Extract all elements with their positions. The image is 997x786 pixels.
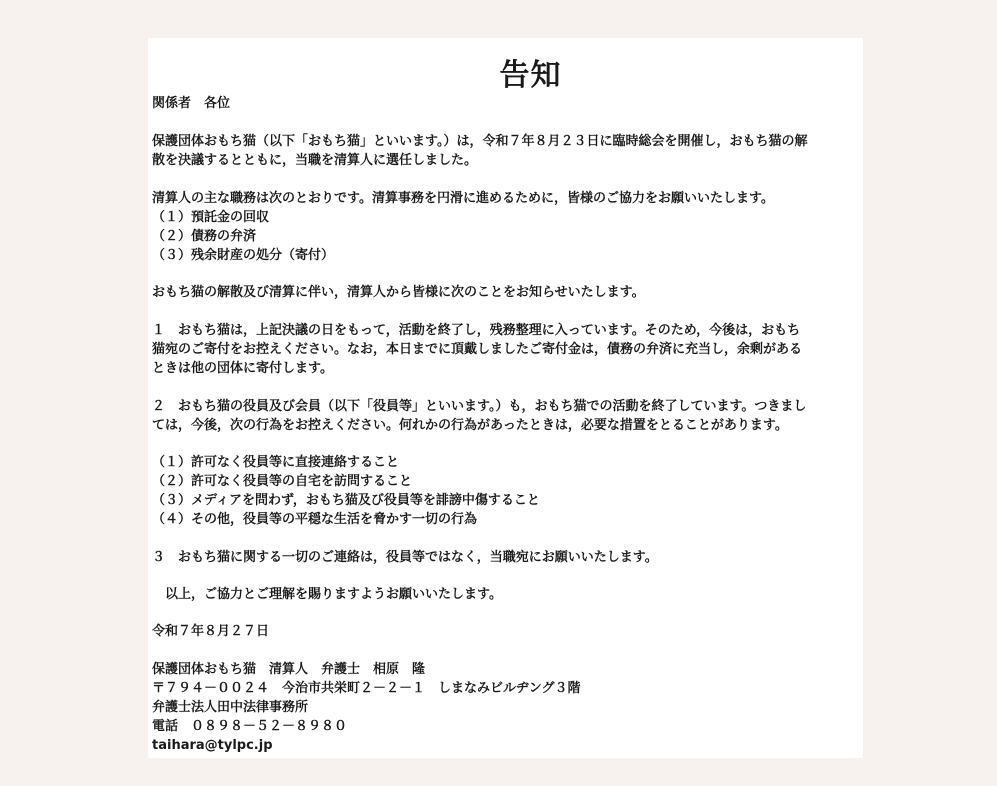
notice-date: 令和７年８月２７日	[152, 624, 270, 639]
signature-email: taihara@tylpc.jp	[152, 738, 273, 753]
item1-line-3: ときは他の団体に寄付します。	[152, 361, 333, 376]
prohibited-item-4: （４）その他，役員等の平穏な生活を脅かす一切の行為	[152, 512, 478, 527]
announce-line: おもち猫の解散及び清算に伴い，清算人から皆様に次のことをお知らせいたします。	[152, 285, 645, 300]
duties-intro: 清算人の主な職務は次のとおりです。清算事務を円滑に進めるために，皆様のご協力をお願いいたします。	[152, 191, 774, 206]
signature-address: 〒７９４－００２４ 今治市共栄町２－２－１ しまなみビルヂング３階	[152, 681, 581, 696]
signature-phone: 電話 ０８９８－５２－８９８０	[152, 719, 348, 734]
prohibited-item-2: （２）許可なく役員等の自宅を訪問すること	[152, 474, 413, 489]
addressee: 関係者 各位	[152, 96, 231, 111]
item2-line-2: ては，今後，次の行為をお控えください。何れかの行為があったときは，必要な措置をとることがあります。	[152, 418, 788, 433]
notice-document	[148, 38, 863, 758]
duty-item-3: （３）残余財産の処分（寄付）	[152, 248, 335, 263]
closing-line: 以上，ご協力とご理解を賜りますようお願いいたします。	[152, 587, 502, 602]
item3-line: ３ おもち猫に関する一切のご連絡は，役員等ではなく，当職宛にお願いいたします。	[152, 550, 658, 565]
prohibited-item-1: （１）許可なく役員等に直接連絡すること	[152, 455, 400, 470]
item1-line-2: 猫宛のご寄付をお控えください。なお，本日までに頂戴しましたご寄付金は，債務の弁済に充当し，余剰がある	[152, 342, 803, 357]
signature-name: 保護団体おもち猫 清算人 弁護士 相原 隆	[152, 662, 426, 677]
intro-line-1: 保護団体おもち猫（以下「おもち猫」といいます。）は，令和７年８月２３日に臨時総会を開催し，おもち猫の解	[152, 134, 808, 149]
intro-line-2: 散を決議するとともに，当職を清算人に選任しました。	[152, 153, 478, 168]
item2-line-1: ２ おもち猫の役員及び会員（以下「役員等」といいます。）も，おもち猫での活動を終了しています。つきまし	[152, 399, 807, 414]
item1-line-1: １ おもち猫は，上記決議の日をもって，活動を終了し，残務整理に入っています。そのため，今後は，おもち	[152, 323, 801, 338]
prohibited-item-3: （３）メディアを問わず，おもち猫及び役員等を誹謗中傷すること	[152, 493, 540, 508]
signature-firm: 弁護士法人田中法律事務所	[152, 700, 309, 715]
notice-title: 告知	[499, 58, 562, 93]
duty-item-1: （１）預託金の回収	[152, 210, 270, 225]
duty-item-2: （２）債務の弁済	[152, 229, 257, 244]
